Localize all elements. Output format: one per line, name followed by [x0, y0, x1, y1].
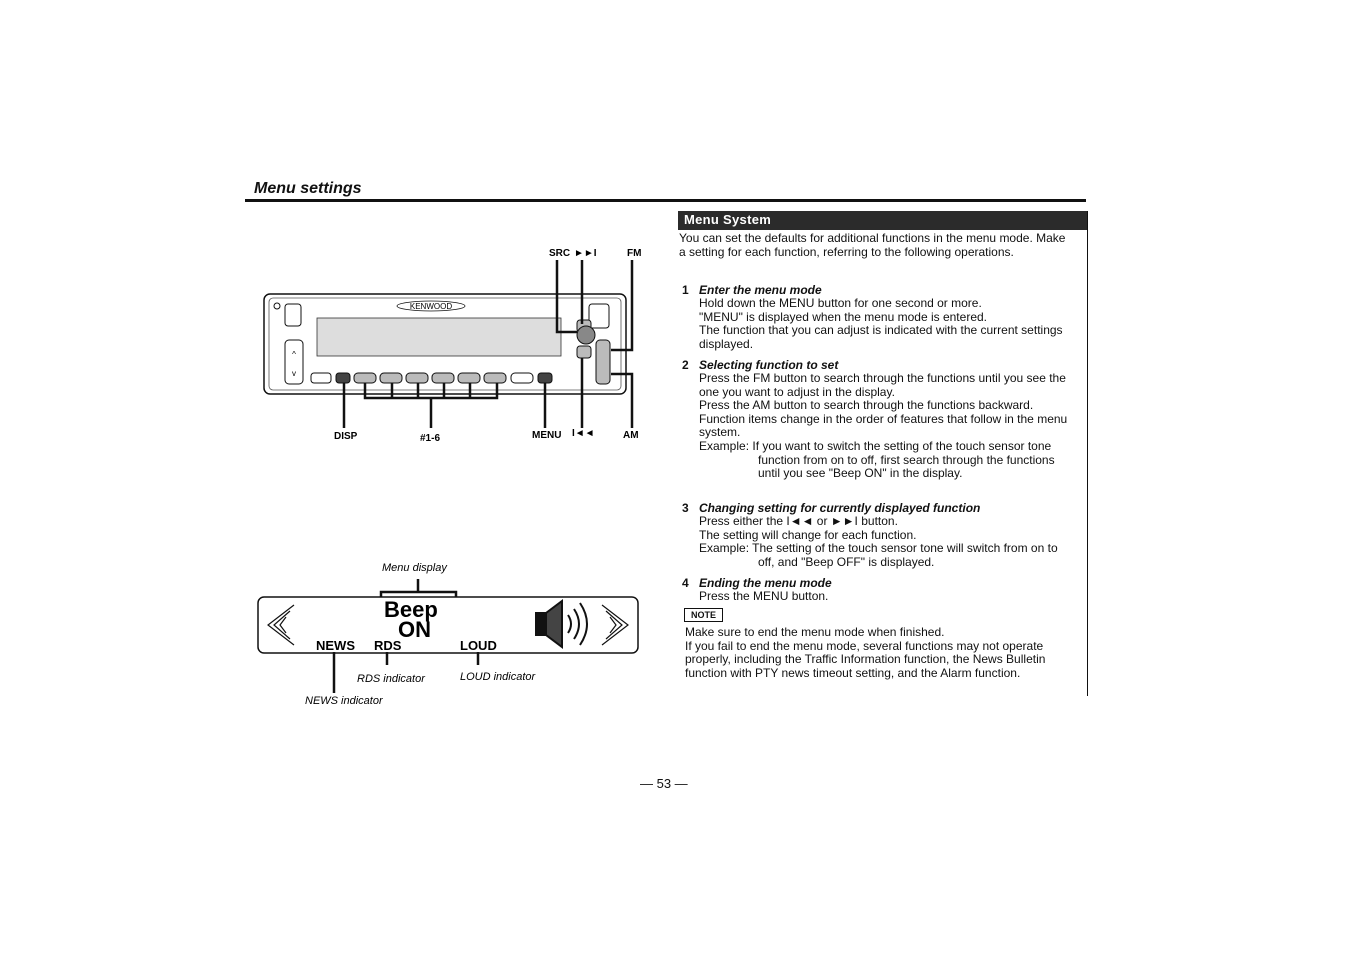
am-label: AM: [623, 430, 639, 441]
display-diagram: [250, 555, 650, 715]
note-label: NOTE: [684, 608, 723, 622]
step-2-body: Press the FM button to search through the functions until you see the one you want to adjust in the display. Press the AM button to search through the functions backward. Function items change in the order of features that follow in the menu system. Example: If you want to switch the setting of the touch sensor tone function from on to off, first search through the functions until you see "Beep ON" in the display.: [699, 371, 1068, 481]
menu-button: [538, 373, 552, 383]
display-window: [317, 318, 561, 356]
loud-indicator: LOUD: [460, 638, 497, 653]
note-body: Make sure to end the menu mode when finished. If you fail to end the menu mode, several functions may not operate properly, including the Traffic Information function, the News Bulletin function with PTY news timeout setting, and the Alarm function.: [685, 625, 1046, 680]
presets-label: #1-6: [420, 433, 441, 444]
right-column-rule: [1087, 211, 1088, 696]
section-title: Menu settings: [254, 180, 362, 197]
menu-label: MENU: [532, 430, 562, 441]
title-rule: [245, 199, 1086, 202]
src-button: [577, 326, 595, 344]
faceplate-diagram: [255, 240, 655, 450]
step-3-number: 3: [682, 501, 689, 515]
fm-am-rocker: [596, 340, 610, 384]
left-top-button: [285, 304, 301, 326]
right-top-button: [589, 304, 609, 328]
prev-track-label: I◄◄: [572, 428, 595, 439]
svg-text:^: ^: [292, 350, 296, 359]
news-caption: NEWS indicator: [305, 695, 383, 707]
rds-indicator: RDS: [374, 638, 402, 653]
disp-button: [336, 373, 350, 383]
att-button: [311, 373, 331, 383]
prev-button: [577, 346, 591, 358]
step-3-title: Changing setting for currently displayed function: [699, 501, 981, 515]
intro-text: You can set the defaults for additional functions in the menu mode. Make a setting for each function, referring to the following operations.: [679, 231, 1066, 259]
step-1-body: Hold down the MENU button for one second or more. "MENU" is displayed when the menu mode is entered. The function that you can adjust is indicated with the current settings displayed.: [699, 296, 1063, 351]
step-3-body: Press either the I◄◄ or ►►I button. The setting will change for each function. Example: The setting of the touch sensor tone will switch from on to off, and "Beep OFF" is displayed.: [699, 514, 1058, 569]
loud-caption: LOUD indicator: [460, 671, 536, 683]
svg-text:v: v: [292, 369, 296, 378]
next-track-label: ►►I: [574, 248, 597, 259]
rds-caption: RDS indicator: [357, 673, 425, 685]
step-2-number: 2: [682, 358, 689, 372]
news-indicator: NEWS: [316, 638, 355, 653]
fm-label: FM: [627, 248, 642, 259]
step-4-number: 4: [682, 576, 689, 590]
step-4-title: Ending the menu mode: [699, 576, 832, 590]
display-text-line1: Beep: [384, 597, 438, 622]
menu-display-caption: Menu display: [382, 562, 447, 574]
display-text-line2: ON: [398, 617, 431, 642]
page-number: — 53 —: [640, 776, 688, 791]
brand-label: KENWOOD: [409, 302, 453, 311]
step-1-number: 1: [682, 283, 689, 297]
step-1-title: Enter the menu mode: [699, 283, 822, 297]
src-label: SRC: [549, 248, 571, 259]
step-4-body: Press the MENU button.: [699, 589, 829, 603]
step-2-title: Selecting function to set: [699, 358, 839, 372]
menu-system-heading: Menu System: [684, 212, 772, 227]
disp-label: DISP: [334, 431, 358, 442]
